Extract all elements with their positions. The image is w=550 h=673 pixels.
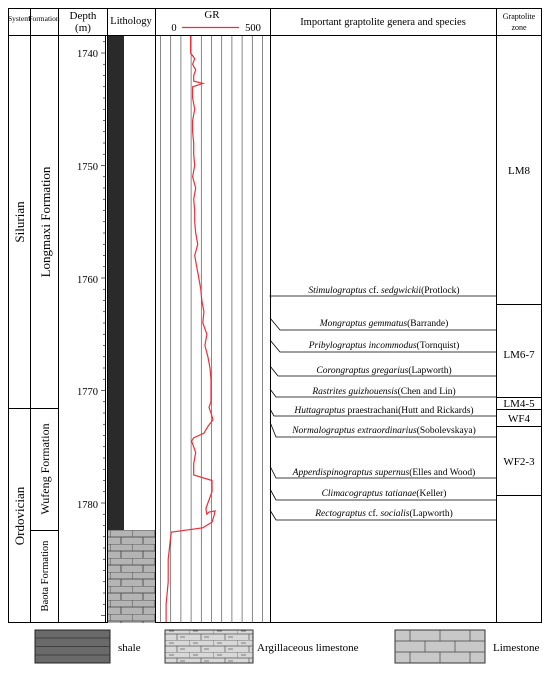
shale-interval bbox=[108, 36, 124, 530]
legend bbox=[35, 630, 540, 663]
header-gr: GR bbox=[204, 9, 220, 21]
gr-curve bbox=[166, 36, 215, 622]
header-lithology: Lithology bbox=[110, 16, 152, 27]
formation-wufeng: Wufeng Formation bbox=[38, 423, 52, 515]
zone-wf2-3: WF2-3 bbox=[503, 456, 535, 468]
zone-lm8: LM8 bbox=[508, 165, 530, 177]
zone-wf4: WF4 bbox=[508, 413, 530, 425]
depth-ticks bbox=[101, 42, 106, 616]
argillaceous-limestone-pattern-icon bbox=[165, 630, 253, 663]
formation-longmaxi: Longmaxi Formation bbox=[38, 166, 53, 278]
depth-tick-label: 1750 bbox=[77, 162, 98, 173]
header-depth-unit: (m) bbox=[75, 22, 91, 34]
header-zone: Graptolite bbox=[502, 12, 536, 21]
species-list bbox=[270, 285, 496, 520]
header-genera: Important graptolite genera and species bbox=[300, 17, 466, 28]
header-formation: Formation bbox=[28, 14, 60, 23]
gr-grid bbox=[161, 36, 263, 623]
depth-tick-label: 1780 bbox=[77, 500, 98, 511]
legend-label-argillaceous-limestone: Argillaceous limestone bbox=[257, 642, 359, 654]
species-entry: Rectograptus cf. socialis(Lapworth) bbox=[315, 509, 453, 519]
species-entry: Mongraptus gemmatus(Barrande) bbox=[319, 319, 449, 329]
header-zone-2: zone bbox=[511, 23, 527, 32]
shale-pattern-icon bbox=[35, 630, 110, 663]
species-entry: Stimulograptus cf. sedgwickii(Protlock) bbox=[308, 286, 460, 296]
system-ordovician: Ordovician bbox=[12, 486, 27, 546]
formation-baota: Baota Formation bbox=[40, 540, 51, 612]
species-entry: Corongraptus gregarius(Lapworth) bbox=[316, 366, 452, 376]
species-entry: Pribylograptus incommodus(Tornquist) bbox=[308, 341, 460, 351]
column-frame bbox=[9, 9, 542, 623]
gr-min-label: 0 bbox=[171, 23, 177, 34]
zone-lm6-7: LM6-7 bbox=[503, 349, 535, 361]
zone-lm4-5: LM4-5 bbox=[503, 398, 535, 410]
species-entry: Huttagraptus praestrachani(Hutt and Rickards) bbox=[294, 406, 474, 416]
species-leader bbox=[270, 296, 496, 298]
species-entry: Normalograptus extraordinarius(Sobolevskaya) bbox=[292, 426, 476, 436]
depth-tick-label: 1760 bbox=[77, 275, 98, 286]
system-silurian: Silurian bbox=[12, 201, 27, 243]
limestone-interval bbox=[108, 530, 155, 623]
legend-label-limestone: Limestone bbox=[493, 642, 540, 654]
limestone-pattern-icon bbox=[395, 630, 485, 663]
gr-max-label: 500 bbox=[245, 23, 261, 34]
legend-label-shale: shale bbox=[118, 642, 141, 654]
header-system: System bbox=[7, 14, 31, 23]
depth-tick-label: 1740 bbox=[77, 49, 98, 60]
species-entry: Apperdispinograptus supernus(Elles and Wood) bbox=[292, 468, 476, 478]
species-entry: Climacograptus tatianae(Keller) bbox=[321, 489, 447, 499]
depth-tick-label: 1770 bbox=[77, 387, 98, 398]
species-entry: Rastrites guizhouensis(Chen and Lin) bbox=[312, 387, 456, 397]
header-depth: Depth bbox=[69, 10, 97, 22]
